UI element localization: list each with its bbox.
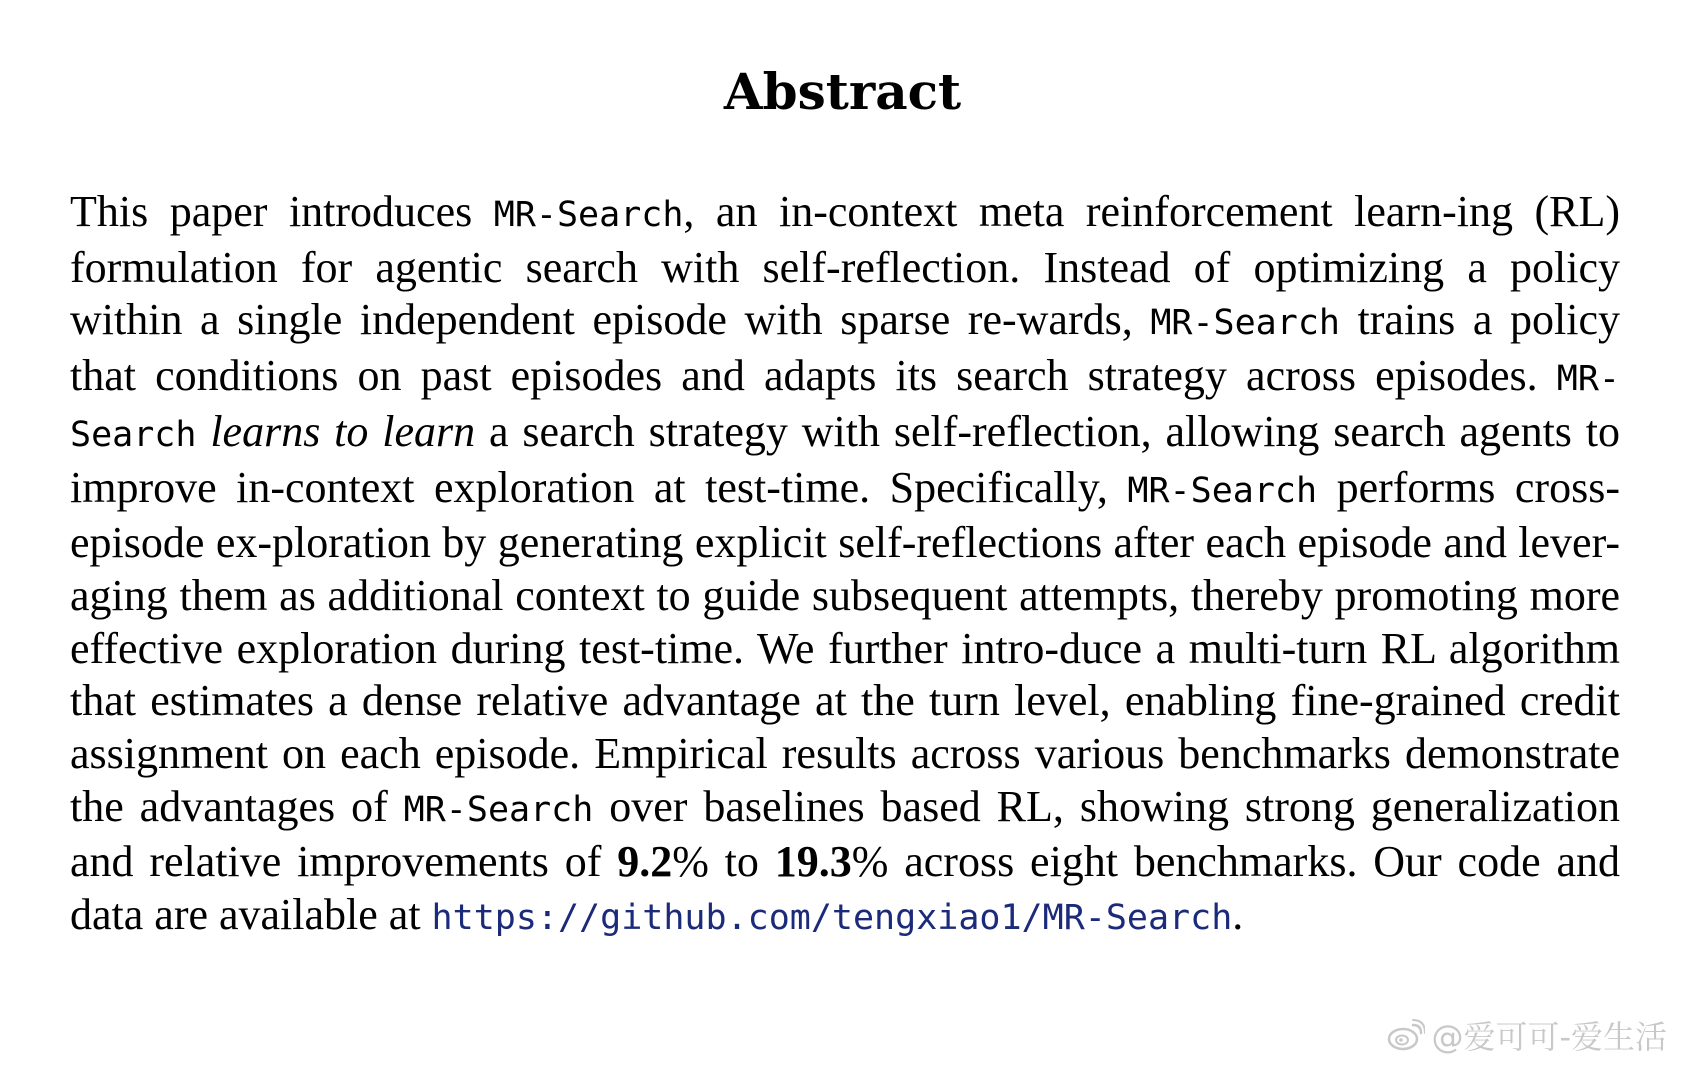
method-name: MR-Search [493, 195, 684, 235]
weibo-icon [1387, 1019, 1425, 1051]
watermark-text: @爱可可-爱生活 [1431, 1018, 1667, 1056]
abstract-paragraph [70, 186, 1620, 945]
abstract-text: % to [672, 837, 775, 887]
method-name: MR-Search [403, 789, 594, 830]
watermark [1387, 1012, 1667, 1058]
abstract-text: trains a policy that conditions on past episodes and adapts its search strategy across episodes. [70, 295, 1620, 401]
method-name: MR-Search [1150, 303, 1340, 344]
abstract-text: , an in-context meta reinforcement learn-ing (RL) formulation for agentic search with self-reflection. Instead of optimizing a policy within a single independent episode with sparse re-wards, [70, 187, 1621, 345]
abstract-text: % across eight benchmarks. Our code and data are available at [70, 837, 1620, 940]
abstract-text: a search strategy with self-reflection, allowing search agents to improve in-context exploration at test-time. Specifically, [70, 406, 1621, 512]
abstract-text: performs cross-episode ex-ploration by generating explicit self-reflections after each episode and lever-aging them as additional context to guide subsequent attempts, thereby promoting more effective exploration during test-time. We further intro-duce a multi-turn RL algorithm that estimates a dense relative advantage at the turn level, enabling fine-grained credit assignment on each episode. Empirical results across various benchmarks demonstrate the advantages of [70, 462, 1620, 831]
repository-link[interactable]: https://github.com/tengxiao1/MR-Search [431, 898, 1233, 939]
improvement-high-value: 19.3 [774, 837, 852, 887]
abstract-text [196, 407, 210, 456]
abstract-text: . [1232, 890, 1244, 940]
method-name: MR-Search [70, 359, 1620, 455]
abstract-heading: Abstract [723, 62, 962, 121]
emphasis-phrase: learns to learn [210, 406, 476, 456]
improvement-low-value: 9.2 [617, 837, 673, 887]
abstract-text: This paper introduces [70, 187, 494, 236]
method-name: MR-Search [1127, 470, 1318, 511]
abstract-text: over baselines based RL, showing strong generalization and relative improvements of [70, 781, 1620, 887]
